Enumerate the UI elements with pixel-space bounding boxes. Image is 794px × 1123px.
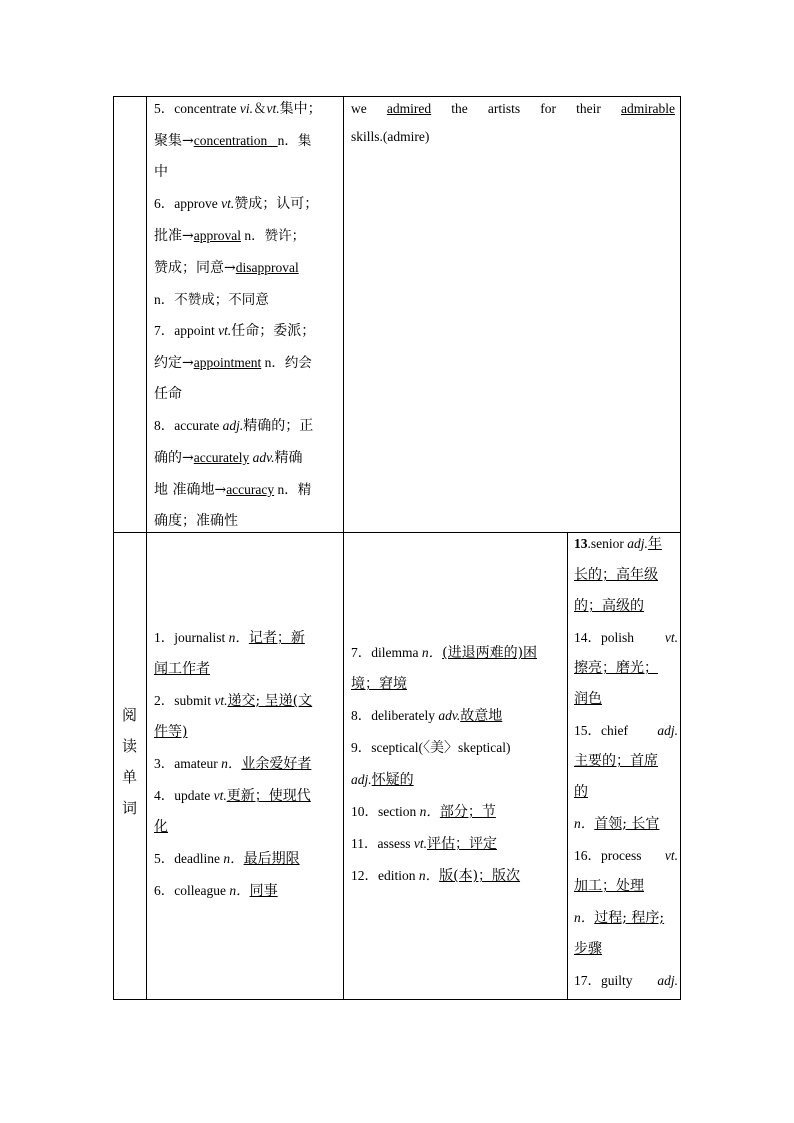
list-item: adj.怀疑的 <box>351 772 414 788</box>
list-item: 6．approve vt.赞成；认可； <box>154 196 319 212</box>
list-item: 11．assess vt.评估；评定 <box>351 836 497 852</box>
list-item: n．不赞成；不同意 <box>154 292 269 307</box>
list-item: 主要的；首席 <box>574 753 658 769</box>
reading-words-column-2 <box>351 637 563 892</box>
example-sentence-line: skills.(admire) <box>351 129 430 144</box>
column-divider-1 <box>146 96 147 1000</box>
list-item: 闻工作者 <box>154 661 210 677</box>
list-item: 任命 <box>154 386 182 402</box>
list-item: 16．process vt. <box>574 848 678 863</box>
label-char: 词 <box>121 799 137 817</box>
list-item: 化 <box>154 819 168 835</box>
list-item: 17．guilty adj. <box>574 973 678 988</box>
list-item: 1．journalist n．记者；新 <box>154 630 305 646</box>
list-item: 的；高级的 <box>574 598 644 614</box>
list-item: 10．section n．部分；节 <box>351 804 496 820</box>
reading-words-column-3 <box>574 528 678 996</box>
list-item: 步骤 <box>574 941 602 957</box>
label-char: 单 <box>121 768 137 786</box>
list-item: 的 <box>574 784 588 800</box>
section-label-reading-words <box>113 700 146 824</box>
label-char: 读 <box>121 737 137 755</box>
list-item: 擦亮；磨光； <box>574 660 658 676</box>
top-word-cell <box>154 93 337 537</box>
list-item: 长的；高年级 <box>574 567 658 583</box>
list-item: 14．polish vt. <box>574 630 678 645</box>
list-item: 6．colleague n．同事 <box>154 883 278 899</box>
table-border-bottom <box>113 999 681 1000</box>
list-item: 确度；准确性 <box>154 513 238 529</box>
list-item: 赞成；同意→disapproval <box>154 260 299 276</box>
list-item: 件等) <box>154 724 188 740</box>
list-item: 润色 <box>574 691 602 707</box>
list-item: 4．update vt.更新；使现代 <box>154 788 311 804</box>
list-item: 2．submit vt.递交; 呈递(文 <box>154 693 313 709</box>
list-item: 地 准确地→accuracy n．精 <box>154 482 312 498</box>
table-border-right <box>680 96 681 1000</box>
list-item: 聚集→concentration n．集 <box>154 133 312 149</box>
vocabulary-table <box>113 96 681 1000</box>
list-item: 13.senior adj.年 <box>574 536 662 552</box>
list-item: 加工；处理 <box>574 878 644 894</box>
list-item: 3．amateur n．业余爱好者 <box>154 756 312 772</box>
list-item: n．首领; 长官 <box>574 816 660 832</box>
list-item: 境；窘境 <box>351 676 407 692</box>
list-item: 8．deliberately adv.故意地 <box>351 708 503 724</box>
list-item: 5．deadline n．最后期限 <box>154 851 300 867</box>
list-item: 约定→appointment n．约会 <box>154 355 312 371</box>
list-item: 8．accurate adj.精确的；正 <box>154 418 314 434</box>
list-item: 批准→approval n．赞许； <box>154 228 306 244</box>
list-item: 12．edition n．版(本)；版次 <box>351 868 521 884</box>
list-item: 中 <box>154 164 168 180</box>
top-example-cell <box>351 93 675 149</box>
label-char: 阅 <box>121 706 137 724</box>
example-sentence-line: we admired the artists for their admirable <box>351 101 675 116</box>
list-item: 15．chief adj. <box>574 723 678 738</box>
column-divider-2 <box>343 96 344 1000</box>
list-item: 确的→accurately adv.精确 <box>154 450 303 466</box>
list-item: 9．sceptical(〈美〉skeptical) <box>351 740 511 756</box>
column-divider-3 <box>567 532 568 1000</box>
list-item: 7．appoint vt.任命；委派； <box>154 323 316 339</box>
list-item: 7．dilemma n．(进退两难的)困 <box>351 645 538 661</box>
reading-words-column-1 <box>154 622 337 907</box>
table-border-left <box>113 96 114 1000</box>
list-item: 5．concentrate vi.＆vt.集中； <box>154 101 322 117</box>
list-item: n．过程; 程序; <box>574 910 665 926</box>
